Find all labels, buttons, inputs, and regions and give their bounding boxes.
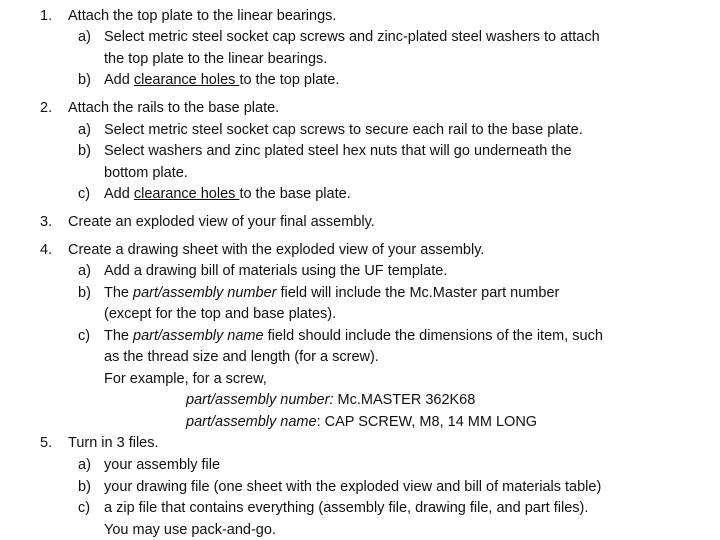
item-2a-letter: a): [78, 122, 91, 138]
item-5b-letter: b): [78, 479, 91, 495]
item-4b-field-name: part/assembly number: [133, 285, 277, 301]
item-4c-post: field should include the dimensions of the item, such: [263, 328, 603, 344]
item-2a-text: Select metric steel socket cap screws to secure each rail to the base plate.: [104, 122, 583, 138]
item-5b-text: your drawing file (one sheet with the exploded view and bill of materials table): [104, 479, 602, 495]
item-5a-letter: a): [78, 457, 91, 473]
item-4b-text-line2: (except for the top and base plates).: [104, 306, 337, 322]
item-4-number: 4.: [40, 242, 53, 258]
item-1a-letter: a): [78, 29, 91, 45]
item-4c-pre: The: [104, 328, 134, 344]
item-1b-text: [104, 70, 339, 90]
item-5-text: Turn in 3 files.: [68, 435, 159, 451]
item-2c-text: [104, 184, 351, 204]
example-part-number-label: part/assembly number:: [186, 392, 334, 408]
item-5c-letter: c): [78, 500, 91, 516]
example-part-name-value: : CAP SCREW, M8, 14 MM LONG: [316, 414, 538, 430]
example-part-name: [186, 412, 537, 432]
clearance-holes-link-1[interactable]: clearance holes: [133, 72, 240, 88]
item-2b-text-line2: bottom plate.: [104, 165, 188, 181]
item-4c-text-line2: as the thread size and length (for a screw).: [104, 349, 379, 365]
item-1b-letter: b): [78, 72, 91, 88]
item-3-number: 3.: [40, 214, 53, 230]
item-4b-pre: The: [104, 285, 134, 301]
item-2b-letter: b): [78, 143, 91, 159]
example-part-name-label: part/assembly name: [186, 414, 317, 430]
item-4b-letter: b): [78, 285, 91, 301]
item-4c-letter: c): [78, 328, 91, 344]
item-2c-pre: Add: [104, 186, 134, 202]
item-1a-text-line2: the top plate to the linear bearings.: [104, 51, 328, 67]
clearance-holes-link-2[interactable]: clearance holes: [133, 186, 240, 202]
item-2-number: 2.: [40, 100, 53, 116]
item-5a-text: your assembly file: [104, 457, 221, 473]
item-3-text: Create an exploded view of your final assembly.: [68, 214, 375, 230]
item-5c-text-line2: You may use pack-and-go.: [104, 522, 276, 538]
item-4a-letter: a): [78, 263, 91, 279]
item-1-text: Attach the top plate to the linear bearings.: [68, 8, 337, 24]
item-5c-text-line1: a zip file that contains everything (assembly file, drawing file, and part files).: [104, 500, 589, 516]
item-5-number: 5.: [40, 435, 53, 451]
item-2c-letter: c): [78, 186, 91, 202]
item-2b-text-line1: Select washers and zinc plated steel hex nuts that will go underneath the: [104, 143, 572, 159]
item-4c-field-name: part/assembly name: [133, 328, 264, 344]
item-1b-pre: Add: [104, 72, 134, 88]
item-4-text: Create a drawing sheet with the exploded view of your assembly.: [68, 242, 485, 258]
item-4b-post: field will include the Mc.Master part number: [276, 285, 560, 301]
item-4b-text-line1: [104, 283, 559, 303]
item-1b-post: to the top plate.: [239, 72, 340, 88]
item-4a-text: Add a drawing bill of materials using the UF template.: [104, 263, 448, 279]
item-2-text: Attach the rails to the base plate.: [68, 100, 280, 116]
item-1-number: 1.: [40, 8, 53, 24]
item-1a-text-line1: Select metric steel socket cap screws and zinc-plated steel washers to attach: [104, 29, 600, 45]
item-2c-post: to the base plate.: [239, 186, 351, 202]
item-4c-text-line3: For example, for a screw,: [104, 371, 267, 387]
item-4c-text-line1: [104, 326, 603, 346]
example-part-number: [186, 390, 475, 410]
example-part-number-value: Mc.MASTER 362K68: [333, 392, 476, 408]
